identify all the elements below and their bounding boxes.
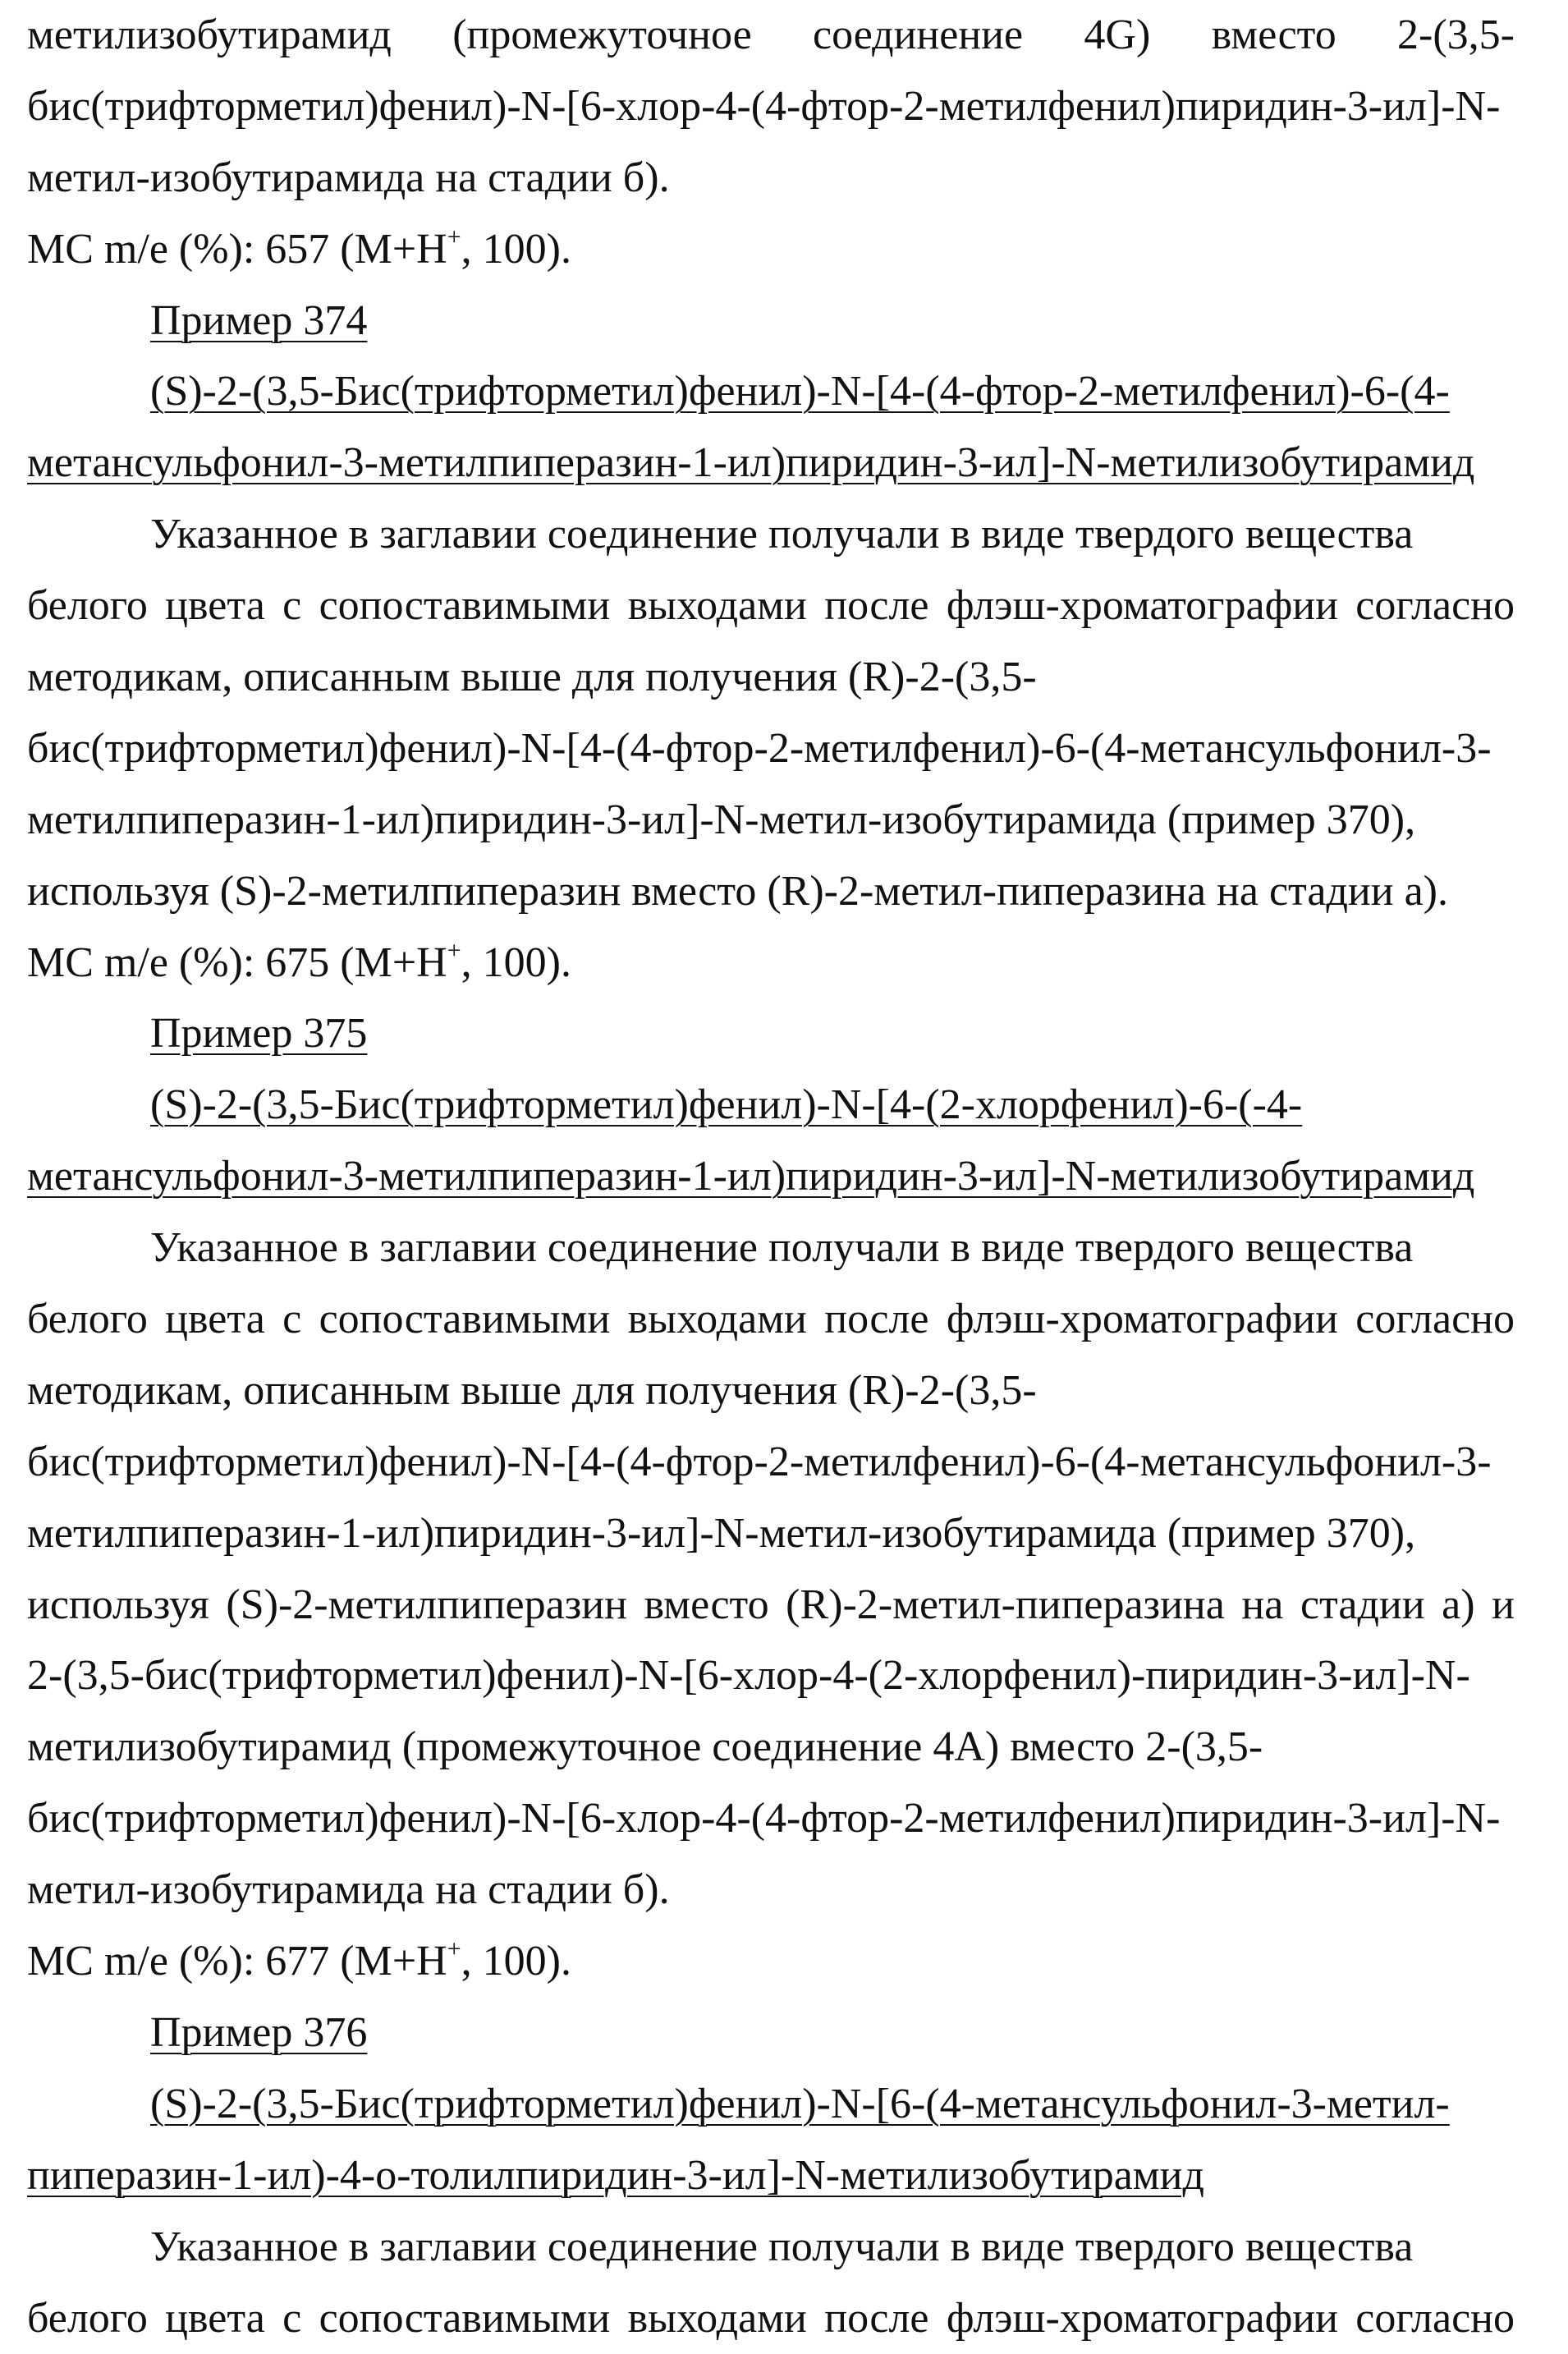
line-suffix: , 100).	[461, 939, 571, 986]
example-heading-line	[27, 428, 1515, 499]
line-text: (S)-2-(3,5-Бис(трифторметил)фенил)-N-[4-(2-хлорфенил)-6-(-4-	[150, 1081, 1302, 1128]
line-text: метил-изобутирамида на стадии б).	[27, 154, 670, 201]
text-line	[27, 1498, 1515, 1570]
line-text: Указанное в заглавии соединение получали в виде твердого вещества	[150, 1224, 1413, 1271]
superscript-plus: +	[447, 1935, 461, 1962]
line-text: МС m/e (%): 677 (M+H	[27, 1938, 447, 1985]
example-heading-line	[27, 1070, 1515, 1141]
text-line	[27, 2212, 1515, 2283]
text-line	[27, 71, 1515, 143]
line-text: (S)-2-(3,5-Бис(трифторметил)фенил)-N-[4-(4-фтор-2-метилфенил)-6-(4-	[150, 368, 1450, 415]
line-suffix: , 100).	[461, 1938, 571, 1985]
line-text: методикам, описанным выше для получения (R)-2-(3,5-	[27, 1367, 1037, 1414]
line-text: бис(трифторметил)фенил)-N-[6-хлор-4-(4-фтор-2-метилфенил)пиридин-3-ил]-N-	[27, 1795, 1500, 1842]
line-text: белого цвета с сопоставимыми выходами после флэш-хроматографии согласно	[27, 582, 1515, 629]
line-text: белого цвета с сопоставимыми выходами после флэш-хроматографии согласно	[27, 1296, 1515, 1342]
text-line	[27, 1427, 1515, 1498]
line-text: белого цвета с сопоставимыми выходами после флэш-хроматографии согласно	[27, 2295, 1515, 2342]
line-text: бис(трифторметил)фенил)-N-[4-(4-фтор-2-метилфенил)-6-(4-метансульфонил-3-	[27, 1439, 1492, 1485]
superscript-plus: +	[447, 223, 461, 250]
text-line	[27, 1640, 1515, 1712]
line-text: метансульфонил-3-метилпиперазин-1-ил)пиридин-3-ил]-N-метилизобутирамид	[27, 1153, 1474, 1200]
example-heading-line	[27, 998, 1515, 1070]
line-text: МС m/e (%): 675 (M+H	[27, 939, 447, 986]
mass-spec-line	[27, 214, 1515, 286]
line-text: метилпиперазин-1-ил)пиридин-3-ил]-N-метил-изобутирамида (пример 370),	[27, 1510, 1415, 1557]
text-line	[27, 1213, 1515, 1284]
line-text: метил-изобутирамида на стадии б).	[27, 1866, 670, 1913]
text-line	[27, 2283, 1515, 2354]
text-line	[27, 1783, 1515, 1855]
line-text: Пример 376	[150, 2009, 367, 2056]
text-line	[27, 571, 1515, 642]
example-heading-line	[27, 2141, 1515, 2212]
line-text: используя (S)-2-метилпиперазин вместо (R)-2-метил-пиперазина на стадии а).	[27, 868, 1448, 915]
line-text: метансульфонил-3-метилпиперазин-1-ил)пиридин-3-ил]-N-метилизобутирамид	[27, 439, 1474, 486]
text-line	[27, 642, 1515, 714]
text-line	[27, 785, 1515, 856]
text-line	[27, 856, 1515, 928]
text-line	[27, 1855, 1515, 1926]
line-text: используя (S)-2-метилпиперазин вместо (R)-2-метил-пиперазина на стадии а) и	[27, 1581, 1515, 1628]
example-heading-line	[27, 286, 1515, 357]
text-line	[27, 0, 1515, 71]
example-heading-line	[27, 1141, 1515, 1213]
line-text: пиперазин-1-ил)-4-о-толилпиридин-3-ил]-N-метилизобутирамид	[27, 2152, 1204, 2199]
line-text: Пример 374	[150, 297, 367, 344]
line-text: Указанное в заглавии соединение получали в виде твердого вещества	[150, 2223, 1413, 2270]
line-text: Пример 375	[150, 1010, 367, 1057]
line-text: МС m/e (%): 657 (M+H	[27, 226, 447, 273]
line-text: бис(трифторметил)фенил)-N-[6-хлор-4-(4-фтор-2-метилфенил)пиридин-3-ил]-N-	[27, 83, 1500, 130]
line-text: методикам, описанным выше для получения (R)-2-(3,5-	[27, 654, 1037, 700]
example-heading-line	[27, 2069, 1515, 2141]
text-line	[27, 714, 1515, 785]
example-heading-line	[27, 1998, 1515, 2069]
line-text: Указанное в заглавии соединение получали в виде твердого вещества	[150, 511, 1413, 558]
superscript-plus: +	[447, 937, 461, 964]
line-text: 2-(3,5-бис(трифторметил)фенил)-N-[6-хлор-4-(2-хлорфенил)-пиридин-3-ил]-N-	[27, 1652, 1470, 1699]
text-line	[27, 499, 1515, 571]
text-line	[27, 1570, 1515, 1641]
text-line	[27, 1284, 1515, 1356]
line-text: (S)-2-(3,5-Бис(трифторметил)фенил)-N-[6-(4-метансульфонил-3-метил-	[150, 2081, 1450, 2127]
line-text: метилизобутирамид (промежуточное соединение 4A) вместо 2-(3,5-	[27, 1723, 1263, 1770]
document-page	[27, 0, 1515, 2354]
text-line	[27, 1712, 1515, 1783]
line-text: метилизобутирамид (промежуточное соединение 4G) вместо 2-(3,5-	[27, 11, 1515, 58]
line-text: бис(трифторметил)фенил)-N-[4-(4-фтор-2-метилфенил)-6-(4-метансульфонил-3-	[27, 725, 1492, 772]
line-text: метилпиперазин-1-ил)пиридин-3-ил]-N-метил-изобутирамида (пример 370),	[27, 796, 1415, 843]
mass-spec-line	[27, 1926, 1515, 1998]
example-heading-line	[27, 356, 1515, 428]
mass-spec-line	[27, 928, 1515, 999]
line-suffix: , 100).	[461, 226, 571, 273]
text-line	[27, 143, 1515, 214]
text-line	[27, 1356, 1515, 1427]
